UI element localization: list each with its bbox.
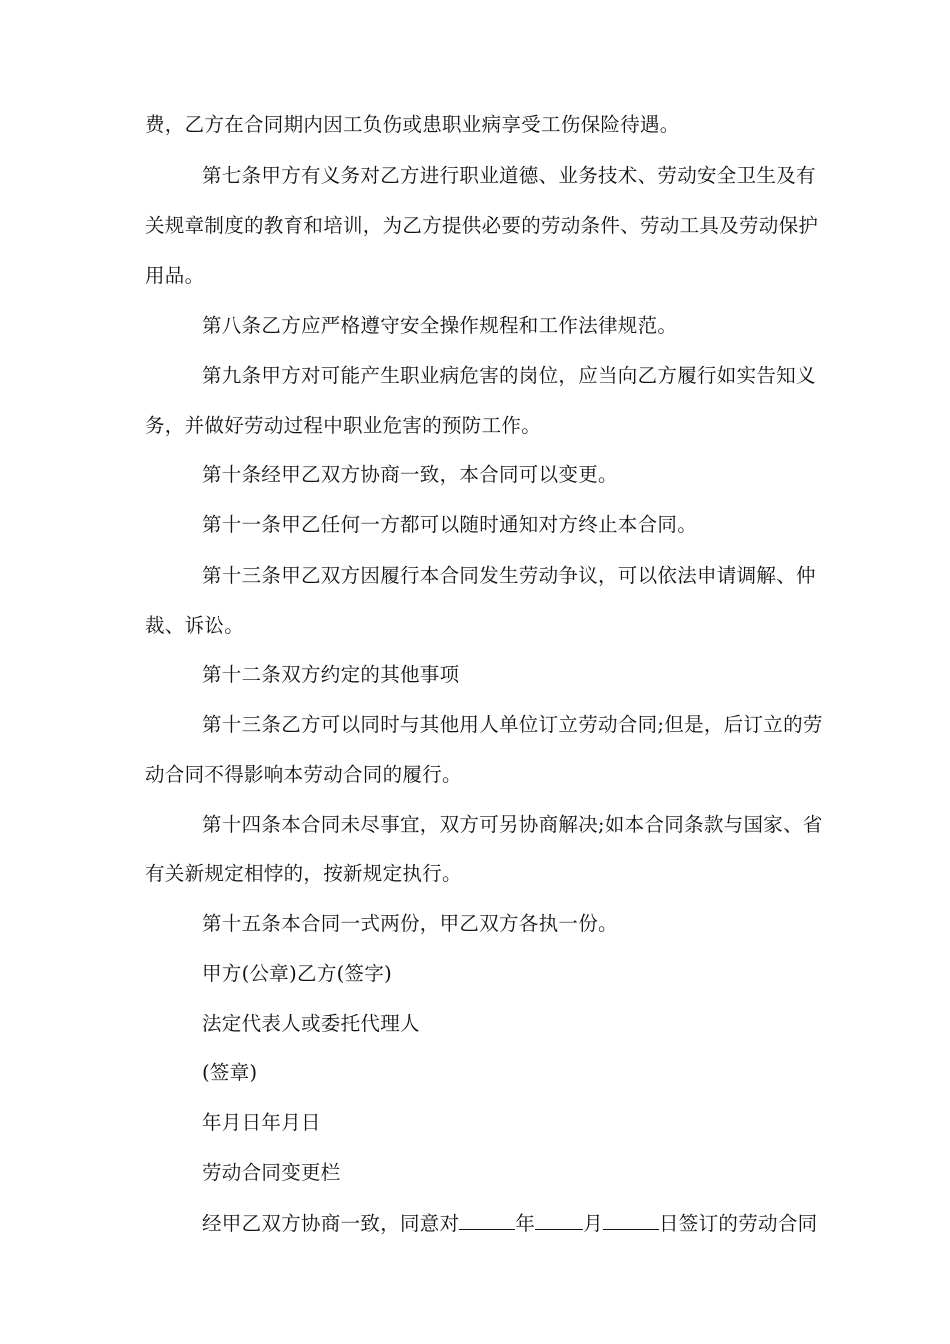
paragraph-line: 第十五条本合同一式两份，甲乙双方各执一份。 <box>202 912 618 935</box>
month-label: 月 <box>583 1212 604 1235</box>
year-blank <box>459 1211 515 1230</box>
change-line-suffix: 日签订的劳动合同 <box>659 1212 818 1235</box>
paragraph-line: 务，并做好劳动过程中职业危害的预防工作。 <box>145 414 542 437</box>
signature-line: (签章) <box>202 1061 258 1084</box>
day-blank <box>603 1211 659 1230</box>
paragraph-line: 第八条乙方应严格遵守安全操作规程和工作法律规范。 <box>202 314 678 337</box>
paragraph-line: 费，乙方在合同期内因工负伤或患职业病享受工伤保险待遇。 <box>145 113 680 136</box>
signature-line: 法定代表人或委托代理人 <box>202 1012 420 1035</box>
paragraph-line: 第十四条本合同未尽事宜，双方可另协商解决;如本合同条款与国家、省 <box>202 813 823 836</box>
date-line: 年月日年月日 <box>202 1111 321 1134</box>
paragraph-line: 第十二条双方约定的其他事项 <box>202 663 460 686</box>
paragraph-line: 第十条经甲乙双方协商一致，本合同可以变更。 <box>202 463 618 486</box>
year-label: 年 <box>515 1212 536 1235</box>
paragraph-line: 动合同不得影响本劳动合同的履行。 <box>145 763 462 786</box>
signature-line: 甲方(公章)乙方(签字) <box>202 962 393 985</box>
paragraph-line: 第十三条甲乙双方因履行本合同发生劳动争议，可以依法申请调解、仲 <box>202 564 816 587</box>
paragraph-line: 裁、诉讼。 <box>145 614 245 637</box>
paragraph-line: 有关新规定相悖的，按新规定执行。 <box>145 862 462 885</box>
paragraph-line: 第十三条乙方可以同时与其他用人单位订立劳动合同;但是，后订立的劳 <box>202 713 823 736</box>
change-record-line <box>202 1211 817 1236</box>
paragraph-line: 第十一条甲乙任何一方都可以随时通知对方终止本合同。 <box>202 513 698 536</box>
paragraph-line: 关规章制度的教育和培训，为乙方提供必要的劳动条件、劳动工具及劳动保护 <box>145 214 819 237</box>
change-line-prefix: 经甲乙双方协商一致，同意对 <box>202 1212 460 1235</box>
paragraph-line: 用品。 <box>145 264 205 287</box>
paragraph-line: 第九条甲方对可能产生职业病危害的岗位，应当向乙方履行如实告知义 <box>202 364 816 387</box>
month-blank <box>535 1211 583 1230</box>
section-heading: 劳动合同变更栏 <box>202 1161 341 1184</box>
paragraph-line: 第七条甲方有义务对乙方进行职业道德、业务技术、劳动安全卫生及有 <box>202 164 816 187</box>
